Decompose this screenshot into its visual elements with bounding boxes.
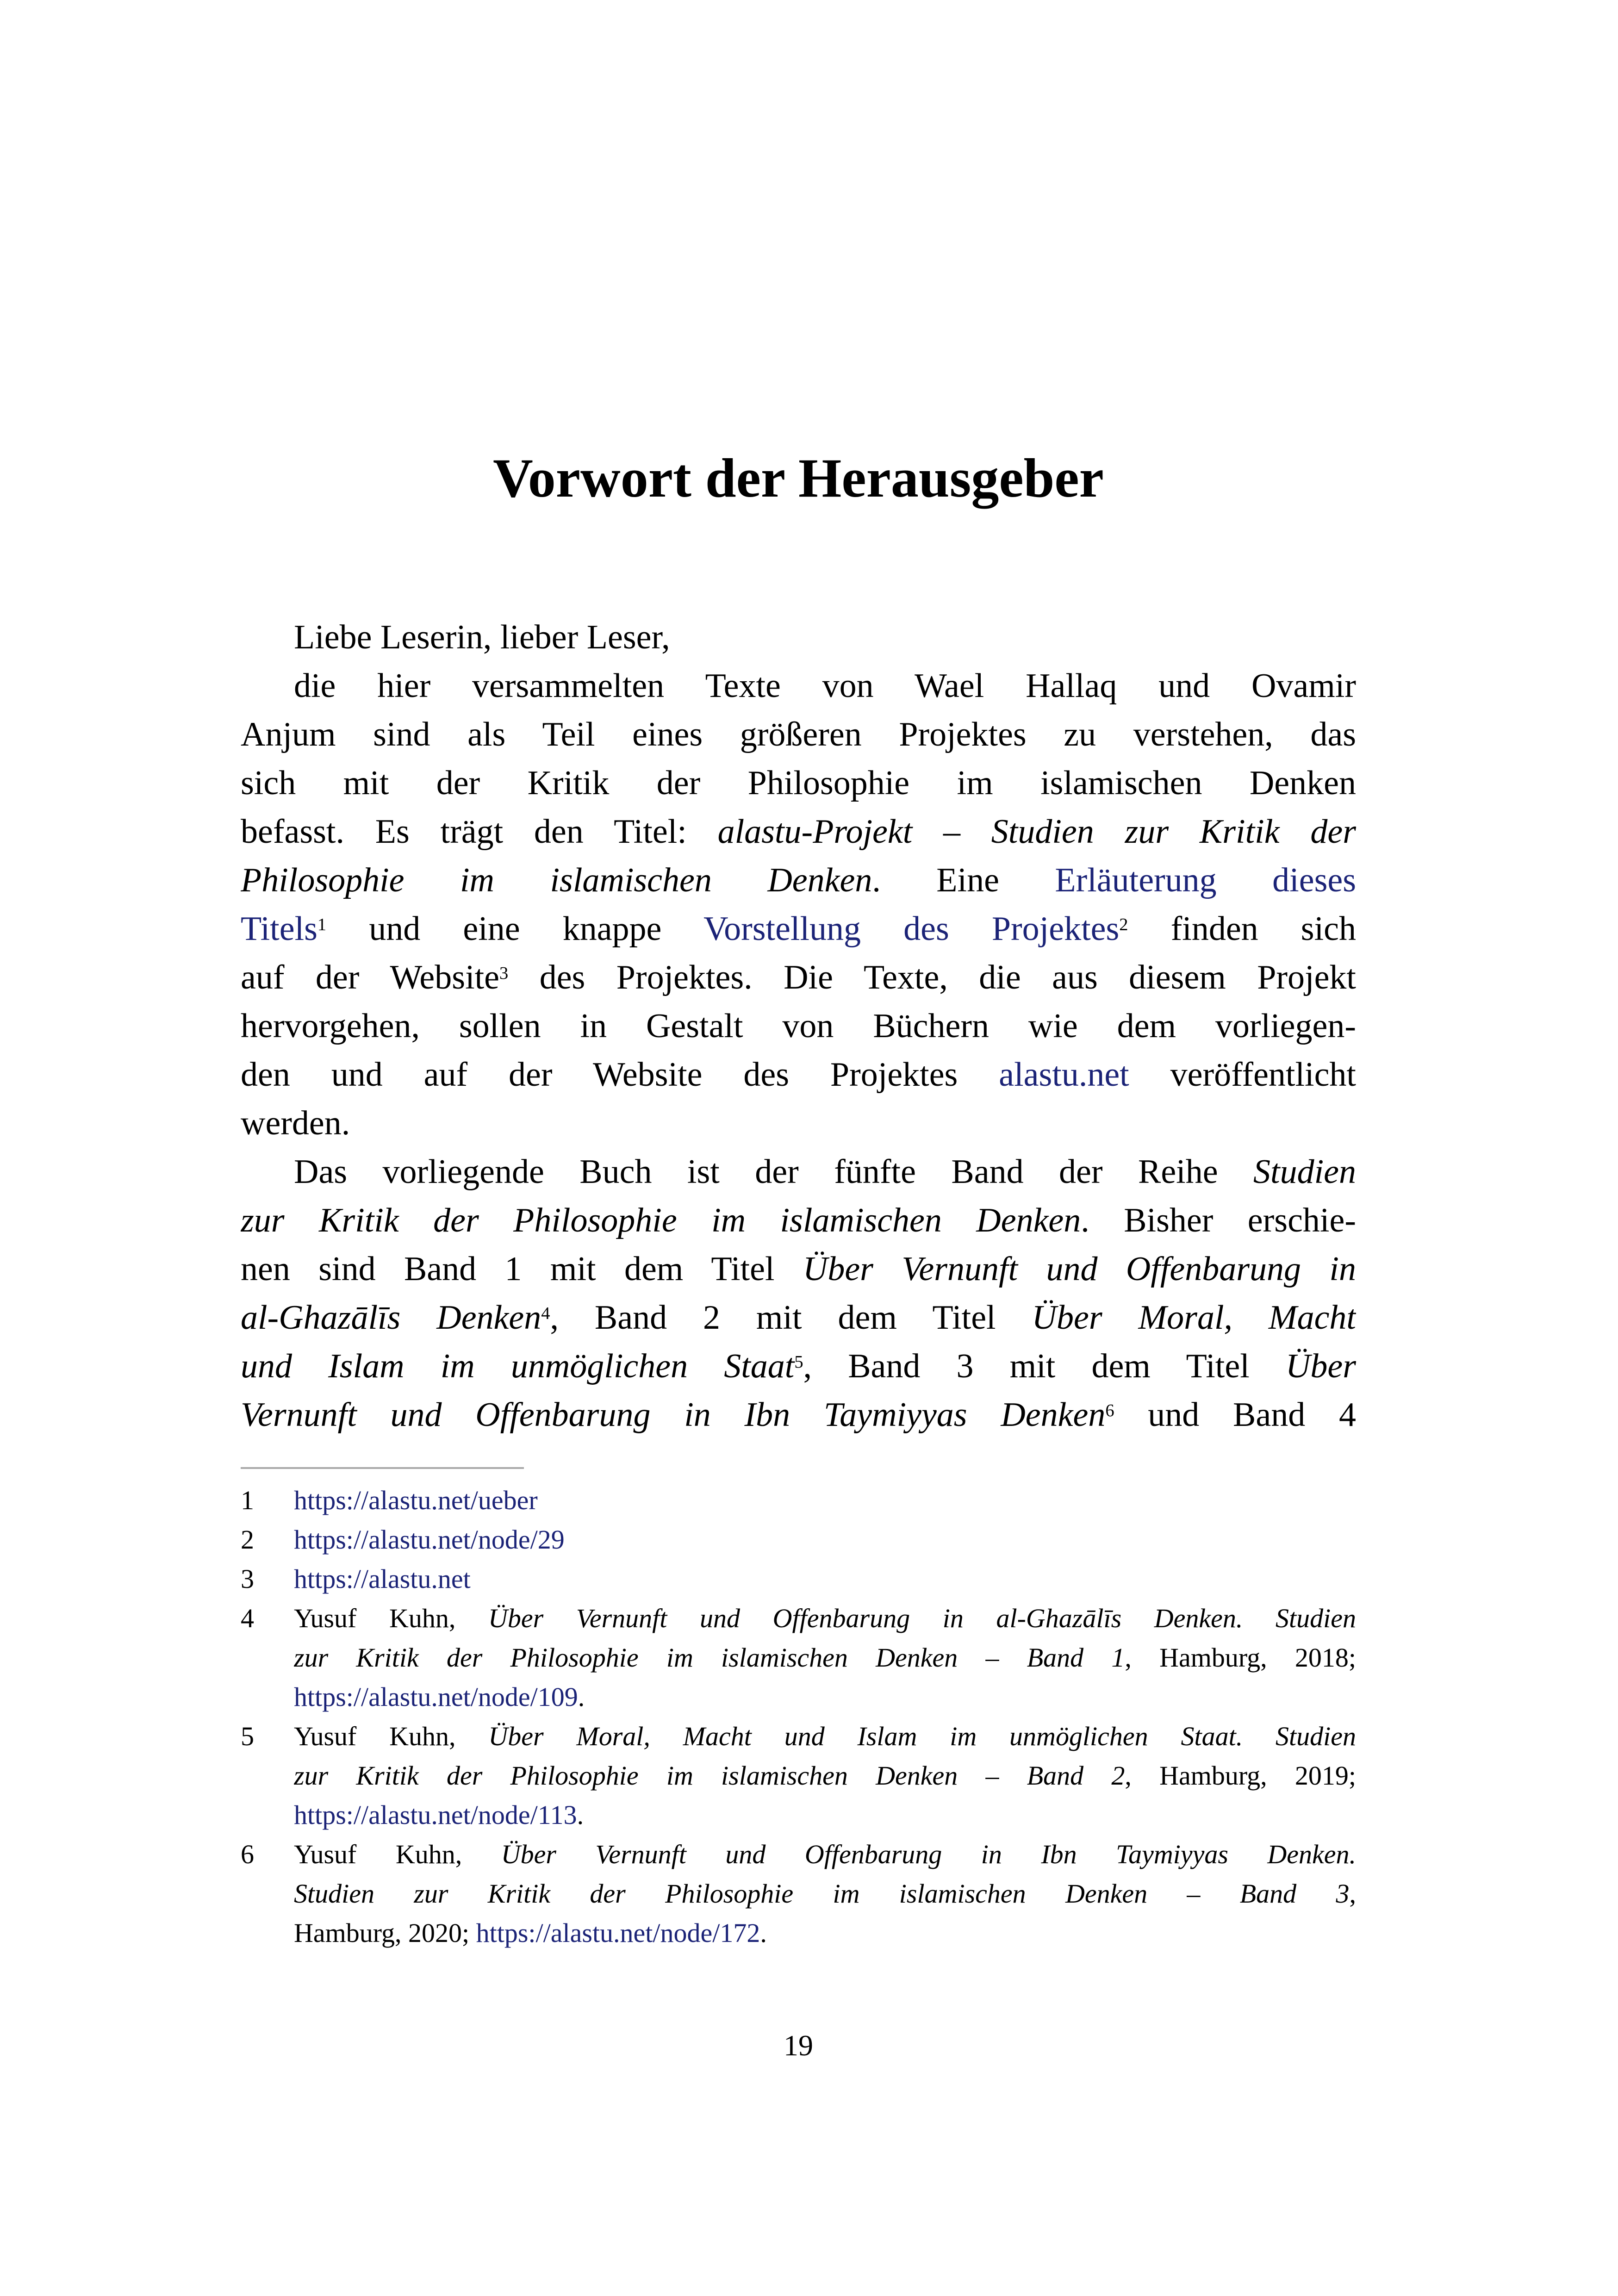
- text-run: Über Vernunft und Offenbarung in al-Ghazālīs Denken. Studien: [488, 1603, 1356, 1633]
- body-line: [241, 1294, 1356, 1342]
- text-run: , Band 3 mit dem Titel: [803, 1347, 1286, 1385]
- body-line: [241, 953, 1356, 1002]
- footnote-line: [294, 1677, 1356, 1717]
- footnote-line: [294, 1599, 1356, 1638]
- text-run: befasst. Es trägt den Titel:: [241, 813, 718, 851]
- footnote-content: [294, 1835, 1356, 1953]
- text-run: Vernunft und Offenbarung in Ibn Taymiyyas Denken: [241, 1396, 1106, 1434]
- hyperlink[interactable]: https://alastu.net: [294, 1564, 471, 1594]
- text-run: al-Ghazālīs Denken: [241, 1299, 541, 1337]
- body-line: [241, 808, 1356, 856]
- text-run: hervorgehen, sollen in Gestalt von Büchern wie dem vorliegen-: [241, 1007, 1356, 1045]
- footnote-content: [294, 1599, 1356, 1717]
- hyperlink[interactable]: https://alastu.net/node/113: [294, 1800, 577, 1830]
- text-run: den und auf der Website des Projektes: [241, 1056, 999, 1094]
- text-run: . Bisher erschie-: [1081, 1201, 1356, 1239]
- body-line: [241, 1342, 1356, 1391]
- text-run: sich mit der Kritik der Philosophie im islamischen Denken: [241, 764, 1356, 802]
- footnote: [241, 1481, 1356, 1520]
- text-run: des Projektes. Die Texte, die aus diesem Projekt: [508, 958, 1356, 996]
- footnote-number: 5: [241, 1721, 254, 1751]
- footnote-line: [294, 1795, 1356, 1835]
- page-number: 19: [784, 2029, 813, 2062]
- text-run: Hamburg, 2020;: [294, 1918, 476, 1948]
- body-line: [241, 856, 1356, 905]
- footnote-marker: 1: [317, 915, 327, 934]
- text-run: alastu-Projekt – Studien zur Kritik der: [717, 813, 1356, 851]
- text-run: die hier versammelten Texte von Wael Hallaq und Ovamir: [294, 667, 1356, 705]
- hyperlink[interactable]: Titels: [241, 910, 317, 948]
- footnote-line: [294, 1874, 1356, 1913]
- hyperlink[interactable]: Vorstellung des Projektes: [703, 910, 1120, 948]
- footnote-number: 6: [241, 1839, 254, 1869]
- footnote-content: [294, 1717, 1356, 1835]
- footnote-line: [294, 1481, 1356, 1520]
- footnote: [241, 1717, 1356, 1835]
- body-line: [241, 1196, 1356, 1245]
- text-run: Yusuf Kuhn,: [294, 1603, 488, 1633]
- text-run: Über: [1285, 1347, 1356, 1385]
- text-run: . Eine: [872, 861, 1055, 899]
- text-run: Anjum sind als Teil eines größeren Projektes zu verstehen, das: [241, 716, 1356, 753]
- body-line: [241, 1391, 1356, 1439]
- footnote-number: 4: [241, 1603, 254, 1633]
- footnote-line: [294, 1913, 1356, 1953]
- text-run: zur Kritik der Philosophie im islamischen Denken – Band 1: [294, 1643, 1125, 1673]
- footnote-marker: 5: [794, 1352, 803, 1372]
- footnote-content: [294, 1559, 1356, 1599]
- text-run: Studien: [1253, 1153, 1356, 1191]
- text-run: Liebe Leserin, lieber Leser,: [294, 618, 670, 656]
- text-run: , Hamburg, 2018;: [1125, 1643, 1356, 1673]
- hyperlink[interactable]: https://alastu.net/node/109: [294, 1682, 578, 1712]
- hyperlink[interactable]: Erläuterung dieses: [1055, 861, 1356, 899]
- text-run: .: [577, 1800, 584, 1830]
- footnote-line: [294, 1717, 1356, 1756]
- body-line: [241, 710, 1356, 759]
- text-run: .: [760, 1918, 767, 1948]
- text-run: .: [578, 1682, 585, 1712]
- footnote-number: 2: [241, 1524, 254, 1555]
- text-run: ,: [1349, 1879, 1356, 1909]
- text-run: Über Vernunft und Offenbarung in Ibn Taymiyyas Denken.: [501, 1839, 1356, 1869]
- text-run: werden.: [241, 1104, 350, 1142]
- footnote: [241, 1520, 1356, 1559]
- text-run: und Band 4: [1114, 1396, 1356, 1434]
- text-run: finden sich: [1128, 910, 1356, 948]
- text-run: zur Kritik der Philosophie im islamischen Denken: [241, 1201, 1081, 1239]
- page-title: Vorwort der Herausgeber: [493, 447, 1104, 509]
- body-line: [241, 759, 1356, 808]
- footnote-number: 1: [241, 1485, 254, 1515]
- text-run: zur Kritik der Philosophie im islamischen Denken – Band 2: [294, 1761, 1125, 1791]
- text-run: Über Vernunft und Offenbarung in: [803, 1250, 1356, 1288]
- text-run: , Band 2 mit dem Titel: [550, 1299, 1032, 1337]
- text-run: Yusuf Kuhn,: [294, 1721, 489, 1751]
- text-run: veröffentlicht: [1129, 1056, 1356, 1094]
- text-run: Das vorliegende Buch ist der fünfte Band der Reihe: [294, 1153, 1254, 1191]
- footnotes: [241, 1481, 1356, 1953]
- footnote-separator: [241, 1467, 524, 1469]
- body-text: [241, 613, 1356, 1439]
- footnote: [241, 1559, 1356, 1599]
- footnote-line: [294, 1835, 1356, 1874]
- footnote-content: [294, 1481, 1356, 1520]
- footnote-line: [294, 1520, 1356, 1559]
- hyperlink[interactable]: https://alastu.net/ueber: [294, 1485, 538, 1515]
- hyperlink[interactable]: https://alastu.net/node/172: [476, 1918, 760, 1948]
- body-line: [241, 1245, 1356, 1294]
- body-line: [241, 1051, 1356, 1099]
- footnote-number: 3: [241, 1564, 254, 1594]
- footnote-marker: 2: [1119, 915, 1128, 934]
- body-line: [241, 1099, 1356, 1148]
- hyperlink[interactable]: https://alastu.net/node/29: [294, 1524, 565, 1555]
- text-run: Yusuf Kuhn,: [294, 1839, 501, 1869]
- body-line: [241, 1148, 1356, 1196]
- body-line: [241, 905, 1356, 953]
- hyperlink[interactable]: alastu.net: [999, 1056, 1129, 1094]
- footnote: [241, 1599, 1356, 1717]
- footnote-line: [294, 1559, 1356, 1599]
- text-run: , Hamburg, 2019;: [1125, 1761, 1356, 1791]
- body-line: [241, 613, 1356, 662]
- text-run: Philosophie im islamischen Denken: [241, 861, 872, 899]
- body-line: [241, 1002, 1356, 1051]
- footnote-marker: 4: [541, 1303, 550, 1323]
- footnote-content: [294, 1520, 1356, 1559]
- body-line: [241, 662, 1356, 710]
- footnote-line: [294, 1756, 1356, 1795]
- footnote-marker: 3: [499, 963, 509, 983]
- text-run: Studien zur Kritik der Philosophie im islamischen Denken – Band 3: [294, 1879, 1350, 1909]
- footnote: [241, 1835, 1356, 1953]
- text-run: Über Moral, Macht und Islam im unmöglichen Staat. Studien: [488, 1721, 1356, 1751]
- footnote-line: [294, 1638, 1356, 1677]
- text-run: und eine knappe: [326, 910, 704, 948]
- text-run: Über Moral, Macht: [1032, 1299, 1356, 1337]
- text-run: auf der Website: [241, 958, 500, 996]
- text-run: nen sind Band 1 mit dem Titel: [241, 1250, 803, 1288]
- text-run: und Islam im unmöglichen Staat: [241, 1347, 795, 1385]
- footnote-marker: 6: [1105, 1400, 1114, 1420]
